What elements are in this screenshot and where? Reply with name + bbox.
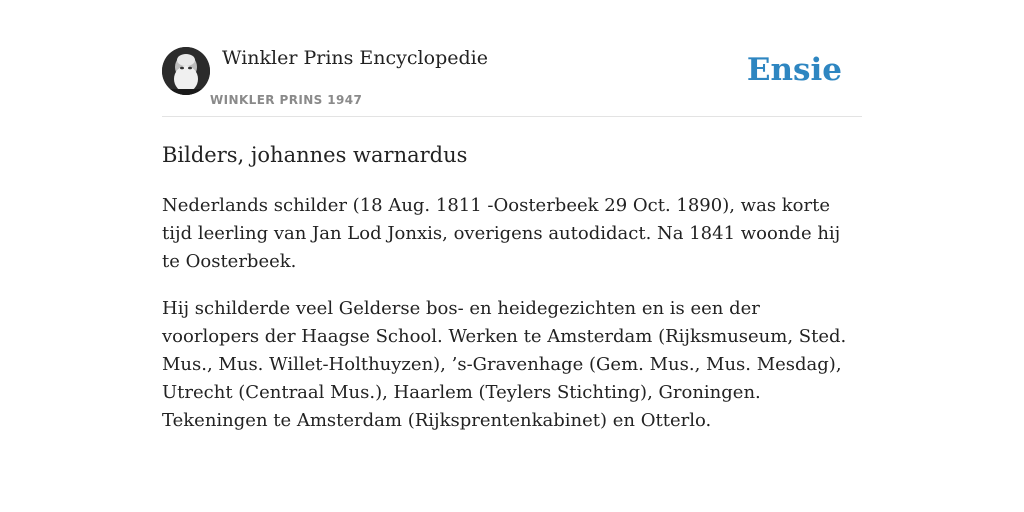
- portrait-image: [162, 47, 210, 95]
- article-paragraph: Hij schilderde veel Gelderse bos- en heidegezichten en is een der voorlopers der Haagse School. Werken te Amsterdam (Rijksmuseum, Sted. Mus., Mus. Willet-Holthuyzen), ’s-Gravenhage (Gem. Mus., Mus. Mesdag), Utrecht (Centraal Mus.), Haarlem (Teylers Stichting), Groningen. Tekeningen te Amsterdam (Rijksprentenkabinet) en Otterlo.: [162, 298, 847, 431]
- entry-title: Bilders, johannes warnardus: [162, 143, 468, 167]
- page-container: [162, 0, 862, 431]
- source-subtitle: WINKLER PRINS 1947: [210, 93, 363, 107]
- author-avatar[interactable]: [162, 47, 210, 95]
- source-header: [162, 0, 862, 117]
- source-title[interactable]: Winkler Prins Encyclopedie: [222, 47, 488, 69]
- article-paragraph: Nederlands schilder (18 Aug. 1811 -Oosterbeek 29 Oct. 1890), was korte tijd leerling van Jan Lod Jonxis, overigens autodidact. Na 1841 woonde hij te Oosterbeek.: [162, 195, 841, 272]
- ensie-logo[interactable]: Ensie: [746, 52, 842, 88]
